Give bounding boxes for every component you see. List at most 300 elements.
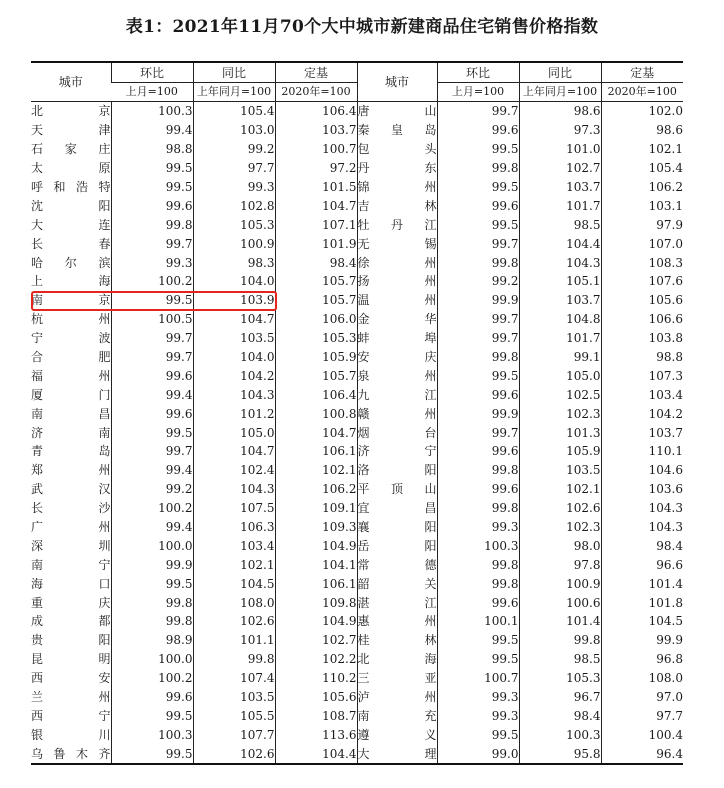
fixed-value-left: 97.2 <box>275 159 357 178</box>
yoy-value-left: 103.4 <box>193 536 275 555</box>
mom-value-right: 99.8 <box>437 461 519 480</box>
mom-value-left: 99.7 <box>111 234 193 253</box>
table-row <box>31 442 683 461</box>
fixed-value-left: 106.4 <box>275 102 357 121</box>
yoy-value-right: 101.4 <box>519 612 601 631</box>
mom-value-right: 99.8 <box>437 348 519 367</box>
mom-value-right: 99.9 <box>437 291 519 310</box>
city-name-right: 锦州 <box>357 178 437 197</box>
fixed-value-right: 98.8 <box>601 348 683 367</box>
yoy-value-left: 104.3 <box>193 385 275 404</box>
mom-value-right: 100.3 <box>437 536 519 555</box>
fixed-value-left: 105.9 <box>275 348 357 367</box>
header-fixed-left: 定基 <box>275 62 357 83</box>
city-name-right: 秦皇岛 <box>357 121 437 140</box>
city-name-left: 昆明 <box>31 652 111 667</box>
fixed-value-right: 106.2 <box>601 178 683 197</box>
mom-value-left: 99.8 <box>111 593 193 612</box>
table-row <box>31 688 683 707</box>
city-name-left: 石家庄 <box>31 142 111 157</box>
fixed-value-right: 106.6 <box>601 310 683 329</box>
yoy-value-right: 100.6 <box>519 593 601 612</box>
mom-value-left: 100.0 <box>111 536 193 555</box>
fixed-value-right: 101.4 <box>601 574 683 593</box>
table-row <box>31 272 683 291</box>
table-row <box>31 140 683 159</box>
mom-value-left: 99.5 <box>111 744 193 764</box>
mom-value-right: 99.6 <box>437 442 519 461</box>
yoy-value-right: 98.5 <box>519 215 601 234</box>
yoy-value-left: 103.0 <box>193 121 275 140</box>
city-name-right: 泉州 <box>357 366 437 385</box>
fixed-value-right: 104.3 <box>601 518 683 537</box>
mom-value-left: 99.6 <box>111 366 193 385</box>
city-name-left: 南昌 <box>31 406 111 421</box>
table-row <box>31 518 683 537</box>
city-name-right: 徐州 <box>357 253 437 272</box>
mom-value-left: 99.7 <box>111 442 193 461</box>
city-name-left: 济南 <box>31 425 111 440</box>
fixed-value-left: 106.1 <box>275 574 357 593</box>
mom-value-right: 99.2 <box>437 272 519 291</box>
yoy-value-right: 102.3 <box>519 404 601 423</box>
city-name-right: 遵义 <box>357 725 437 744</box>
yoy-value-right: 97.8 <box>519 555 601 574</box>
city-name-right: 南充 <box>357 707 437 726</box>
yoy-value-right: 98.0 <box>519 536 601 555</box>
yoy-value-left: 97.7 <box>193 159 275 178</box>
header-mom-base-left: 上月=100 <box>111 83 193 102</box>
yoy-value-left: 107.5 <box>193 499 275 518</box>
header-city-right: 城市 <box>357 62 437 102</box>
mom-value-left: 99.4 <box>111 121 193 140</box>
city-name-left: 厦门 <box>31 387 111 402</box>
mom-value-right: 99.7 <box>437 329 519 348</box>
fixed-value-left: 104.7 <box>275 423 357 442</box>
table-row <box>31 348 683 367</box>
table-row <box>31 744 683 764</box>
fixed-value-right: 101.8 <box>601 593 683 612</box>
city-name-left: 南京 <box>31 293 111 308</box>
city-name-left: 兰州 <box>31 690 111 705</box>
fixed-value-left: 100.7 <box>275 140 357 159</box>
yoy-value-left: 102.1 <box>193 555 275 574</box>
fixed-value-left: 98.4 <box>275 253 357 272</box>
mom-value-left: 99.4 <box>111 385 193 404</box>
fixed-value-left: 103.7 <box>275 121 357 140</box>
header-fixed-right: 定基 <box>601 62 683 83</box>
city-name-right: 安庆 <box>357 348 437 367</box>
city-name-left: 福州 <box>31 368 111 383</box>
mom-value-right: 99.3 <box>437 707 519 726</box>
mom-value-right: 99.8 <box>437 555 519 574</box>
city-name-left: 青岛 <box>31 444 111 459</box>
yoy-value-left: 103.5 <box>193 688 275 707</box>
city-name-right: 惠州 <box>357 612 437 631</box>
mom-value-left: 99.5 <box>111 707 193 726</box>
yoy-value-right: 104.3 <box>519 253 601 272</box>
header-mom-left: 环比 <box>111 62 193 83</box>
mom-value-left: 99.3 <box>111 253 193 272</box>
city-name-right: 三亚 <box>357 669 437 688</box>
city-name-right: 湛江 <box>357 593 437 612</box>
fixed-value-left: 109.3 <box>275 518 357 537</box>
mom-value-left: 99.4 <box>111 461 193 480</box>
city-name-right: 宜昌 <box>357 499 437 518</box>
yoy-value-right: 102.1 <box>519 480 601 499</box>
city-name-left: 西安 <box>31 671 111 686</box>
table-row <box>31 159 683 178</box>
table-row <box>31 121 683 140</box>
table-row <box>31 725 683 744</box>
fixed-value-left: 106.1 <box>275 442 357 461</box>
fixed-value-right: 97.7 <box>601 707 683 726</box>
yoy-value-left: 102.8 <box>193 196 275 215</box>
mom-value-left: 99.5 <box>111 574 193 593</box>
mom-value-left: 99.6 <box>111 688 193 707</box>
mom-value-left: 99.7 <box>111 348 193 367</box>
table-row <box>31 215 683 234</box>
yoy-value-right: 100.3 <box>519 725 601 744</box>
city-name-right: 岳阳 <box>357 536 437 555</box>
mom-value-right: 99.5 <box>437 140 519 159</box>
yoy-value-right: 99.8 <box>519 631 601 650</box>
yoy-value-left: 107.7 <box>193 725 275 744</box>
fixed-value-left: 105.6 <box>275 688 357 707</box>
yoy-value-right: 98.4 <box>519 707 601 726</box>
fixed-value-right: 103.1 <box>601 196 683 215</box>
fixed-value-left: 106.0 <box>275 310 357 329</box>
fixed-value-left: 105.7 <box>275 366 357 385</box>
fixed-value-left: 110.2 <box>275 669 357 688</box>
fixed-value-left: 102.2 <box>275 650 357 669</box>
yoy-value-left: 102.6 <box>193 612 275 631</box>
city-name-right: 桂林 <box>357 631 437 650</box>
fixed-value-left: 108.7 <box>275 707 357 726</box>
yoy-value-right: 103.7 <box>519 178 601 197</box>
mom-value-left: 99.7 <box>111 329 193 348</box>
mom-value-left: 100.2 <box>111 272 193 291</box>
city-name-left: 贵阳 <box>31 633 111 648</box>
city-name-right: 唐山 <box>357 102 437 121</box>
mom-value-right: 99.5 <box>437 631 519 650</box>
yoy-value-right: 97.3 <box>519 121 601 140</box>
yoy-value-right: 102.5 <box>519 385 601 404</box>
fixed-value-left: 104.1 <box>275 555 357 574</box>
fixed-value-left: 106.2 <box>275 480 357 499</box>
fixed-value-left: 104.9 <box>275 536 357 555</box>
table-row <box>31 555 683 574</box>
mom-value-left: 98.9 <box>111 631 193 650</box>
city-name-right: 九江 <box>357 385 437 404</box>
mom-value-left: 99.5 <box>111 178 193 197</box>
city-name-left: 海口 <box>31 576 111 591</box>
yoy-value-left: 104.7 <box>193 310 275 329</box>
yoy-value-left: 104.3 <box>193 480 275 499</box>
fixed-value-right: 107.0 <box>601 234 683 253</box>
mom-value-right: 99.6 <box>437 480 519 499</box>
header-yoy-base-left: 上年同月=100 <box>193 83 275 102</box>
city-name-right: 烟台 <box>357 423 437 442</box>
table-body <box>31 102 683 765</box>
table-row <box>31 536 683 555</box>
city-name-left: 杭州 <box>31 312 111 327</box>
yoy-value-right: 102.3 <box>519 518 601 537</box>
city-name-right: 大理 <box>357 744 437 764</box>
fixed-value-right: 108.3 <box>601 253 683 272</box>
city-name-right: 牡丹江 <box>357 215 437 234</box>
table-row <box>31 423 683 442</box>
header-fixed-base-right: 2020年=100 <box>601 83 683 102</box>
yoy-value-right: 102.7 <box>519 159 601 178</box>
fixed-value-right: 100.4 <box>601 725 683 744</box>
yoy-value-right: 96.7 <box>519 688 601 707</box>
table-row <box>31 385 683 404</box>
mom-value-left: 99.9 <box>111 555 193 574</box>
yoy-value-right: 105.0 <box>519 366 601 385</box>
yoy-value-left: 101.1 <box>193 631 275 650</box>
fixed-value-left: 104.4 <box>275 744 357 764</box>
fixed-value-right: 107.6 <box>601 272 683 291</box>
header-row-main <box>31 62 683 83</box>
city-name-left: 广州 <box>31 520 111 535</box>
fixed-value-right: 97.0 <box>601 688 683 707</box>
mom-value-right: 99.5 <box>437 650 519 669</box>
header-mom-right: 环比 <box>437 62 519 83</box>
fixed-value-right: 108.0 <box>601 669 683 688</box>
yoy-value-right: 105.9 <box>519 442 601 461</box>
yoy-value-left: 108.0 <box>193 593 275 612</box>
mom-value-left: 99.6 <box>111 196 193 215</box>
mom-value-right: 99.8 <box>437 574 519 593</box>
mom-value-right: 99.9 <box>437 404 519 423</box>
mom-value-right: 99.6 <box>437 196 519 215</box>
fixed-value-right: 97.9 <box>601 215 683 234</box>
fixed-value-left: 109.1 <box>275 499 357 518</box>
mom-value-right: 99.6 <box>437 121 519 140</box>
yoy-value-left: 107.4 <box>193 669 275 688</box>
table-row <box>31 291 683 310</box>
city-name-left: 沈阳 <box>31 198 111 213</box>
city-name-right: 丹东 <box>357 159 437 178</box>
fixed-value-right: 98.6 <box>601 121 683 140</box>
fixed-value-left: 101.9 <box>275 234 357 253</box>
fixed-value-left: 102.1 <box>275 461 357 480</box>
yoy-value-left: 102.4 <box>193 461 275 480</box>
mom-value-left: 100.0 <box>111 650 193 669</box>
city-name-left: 重庆 <box>31 595 111 610</box>
mom-value-right: 99.7 <box>437 310 519 329</box>
yoy-value-right: 103.7 <box>519 291 601 310</box>
fixed-value-left: 113.6 <box>275 725 357 744</box>
fixed-value-right: 104.6 <box>601 461 683 480</box>
yoy-value-right: 101.7 <box>519 196 601 215</box>
yoy-value-left: 105.3 <box>193 215 275 234</box>
yoy-value-right: 98.6 <box>519 102 601 121</box>
table-row <box>31 631 683 650</box>
header-city-left: 城市 <box>31 62 111 102</box>
yoy-value-left: 105.0 <box>193 423 275 442</box>
mom-value-left: 100.3 <box>111 725 193 744</box>
city-name-left: 长春 <box>31 236 111 251</box>
city-name-left: 深圳 <box>31 538 111 553</box>
yoy-value-right: 100.9 <box>519 574 601 593</box>
mom-value-right: 99.6 <box>437 593 519 612</box>
fixed-value-left: 106.4 <box>275 385 357 404</box>
mom-value-right: 99.5 <box>437 215 519 234</box>
table-row <box>31 480 683 499</box>
city-name-left: 乌鲁木齐 <box>31 746 111 761</box>
page-title: 表1：2021年11月70个大中城市新建商品住宅销售价格指数 <box>125 17 599 37</box>
city-name-left: 南宁 <box>31 557 111 572</box>
mom-value-left: 99.5 <box>111 423 193 442</box>
city-name-right: 洛阳 <box>357 461 437 480</box>
mom-value-left: 100.2 <box>111 499 193 518</box>
yoy-value-left: 99.8 <box>193 650 275 669</box>
table-row <box>31 196 683 215</box>
fixed-value-right: 102.0 <box>601 102 683 121</box>
fixed-value-right: 99.9 <box>601 631 683 650</box>
fixed-value-left: 102.7 <box>275 631 357 650</box>
city-name-right: 无锡 <box>357 234 437 253</box>
table-row <box>31 366 683 385</box>
mom-value-right: 99.7 <box>437 102 519 121</box>
city-name-left: 长沙 <box>31 501 111 516</box>
header-yoy-right: 同比 <box>519 62 601 83</box>
yoy-value-left: 105.4 <box>193 102 275 121</box>
city-name-right: 泸州 <box>357 688 437 707</box>
fixed-value-right: 105.6 <box>601 291 683 310</box>
city-name-left: 太原 <box>31 161 111 176</box>
city-name-right: 吉林 <box>357 196 437 215</box>
city-name-right: 金华 <box>357 310 437 329</box>
mom-value-left: 99.4 <box>111 518 193 537</box>
yoy-value-right: 104.8 <box>519 310 601 329</box>
yoy-value-right: 101.3 <box>519 423 601 442</box>
mom-value-left: 99.8 <box>111 612 193 631</box>
yoy-value-right: 99.1 <box>519 348 601 367</box>
mom-value-right: 99.8 <box>437 253 519 272</box>
fixed-value-left: 109.8 <box>275 593 357 612</box>
mom-value-left: 100.3 <box>111 102 193 121</box>
fixed-value-right: 107.3 <box>601 366 683 385</box>
city-name-left: 北京 <box>31 104 111 119</box>
yoy-value-left: 106.3 <box>193 518 275 537</box>
table-row <box>31 102 683 121</box>
mom-value-left: 100.2 <box>111 669 193 688</box>
table-row <box>31 650 683 669</box>
fixed-value-right: 96.4 <box>601 744 683 764</box>
city-name-right: 包头 <box>357 140 437 159</box>
fixed-value-right: 104.3 <box>601 499 683 518</box>
fixed-value-right: 96.6 <box>601 555 683 574</box>
mom-value-right: 99.3 <box>437 688 519 707</box>
yoy-value-left: 104.0 <box>193 272 275 291</box>
yoy-value-left: 103.9 <box>193 291 275 310</box>
city-name-left: 上海 <box>31 274 111 289</box>
price-index-table <box>31 61 683 765</box>
mom-value-right: 99.5 <box>437 178 519 197</box>
fixed-value-right: 104.2 <box>601 404 683 423</box>
city-name-right: 韶关 <box>357 574 437 593</box>
table-row <box>31 310 683 329</box>
city-name-right: 济宁 <box>357 442 437 461</box>
table-row <box>31 234 683 253</box>
city-name-right: 北海 <box>357 650 437 669</box>
city-name-right: 平顶山 <box>357 480 437 499</box>
mom-value-right: 100.1 <box>437 612 519 631</box>
header-fixed-base-left: 2020年=100 <box>275 83 357 102</box>
mom-value-left: 99.6 <box>111 404 193 423</box>
mom-value-right: 99.7 <box>437 423 519 442</box>
fixed-value-left: 104.9 <box>275 612 357 631</box>
mom-value-left: 99.8 <box>111 215 193 234</box>
mom-value-left: 99.2 <box>111 480 193 499</box>
yoy-value-left: 104.7 <box>193 442 275 461</box>
mom-value-right: 99.5 <box>437 725 519 744</box>
yoy-value-left: 99.2 <box>193 140 275 159</box>
fixed-value-left: 107.1 <box>275 215 357 234</box>
mom-value-right: 99.8 <box>437 499 519 518</box>
fixed-value-left: 105.7 <box>275 272 357 291</box>
city-name-right: 襄阳 <box>357 518 437 537</box>
yoy-value-left: 99.3 <box>193 178 275 197</box>
mom-value-left: 98.8 <box>111 140 193 159</box>
yoy-value-right: 104.4 <box>519 234 601 253</box>
fixed-value-left: 101.5 <box>275 178 357 197</box>
fixed-value-right: 103.7 <box>601 423 683 442</box>
yoy-value-right: 105.3 <box>519 669 601 688</box>
fixed-value-left: 105.7 <box>275 291 357 310</box>
header-mom-base-right: 上月=100 <box>437 83 519 102</box>
table-row <box>31 178 683 197</box>
mom-value-left: 99.5 <box>111 159 193 178</box>
city-name-left: 郑州 <box>31 463 111 478</box>
city-name-left: 哈尔滨 <box>31 255 111 270</box>
mom-value-right: 99.6 <box>437 385 519 404</box>
city-name-left: 大连 <box>31 217 111 232</box>
city-name-left: 成都 <box>31 614 111 629</box>
yoy-value-right: 101.7 <box>519 329 601 348</box>
mom-value-right: 99.3 <box>437 518 519 537</box>
fixed-value-right: 103.6 <box>601 480 683 499</box>
fixed-value-right: 103.4 <box>601 385 683 404</box>
city-name-left: 宁波 <box>31 331 111 346</box>
header-yoy-base-right: 上年同月=100 <box>519 83 601 102</box>
mom-value-right: 99.5 <box>437 366 519 385</box>
table-row <box>31 404 683 423</box>
table-row <box>31 669 683 688</box>
table-row <box>31 574 683 593</box>
yoy-value-left: 100.9 <box>193 234 275 253</box>
city-name-right: 温州 <box>357 291 437 310</box>
fixed-value-right: 102.1 <box>601 140 683 159</box>
yoy-value-right: 98.5 <box>519 650 601 669</box>
city-name-right: 蚌埠 <box>357 329 437 348</box>
mom-value-left: 99.5 <box>111 291 193 310</box>
yoy-value-right: 105.1 <box>519 272 601 291</box>
fixed-value-right: 96.8 <box>601 650 683 669</box>
mom-value-right: 99.8 <box>437 159 519 178</box>
yoy-value-right: 103.5 <box>519 461 601 480</box>
fixed-value-left: 105.3 <box>275 329 357 348</box>
fixed-value-right: 104.5 <box>601 612 683 631</box>
fixed-value-right: 105.4 <box>601 159 683 178</box>
mom-value-left: 100.5 <box>111 310 193 329</box>
table-row <box>31 707 683 726</box>
yoy-value-right: 95.8 <box>519 744 601 764</box>
city-name-left: 武汉 <box>31 482 111 497</box>
